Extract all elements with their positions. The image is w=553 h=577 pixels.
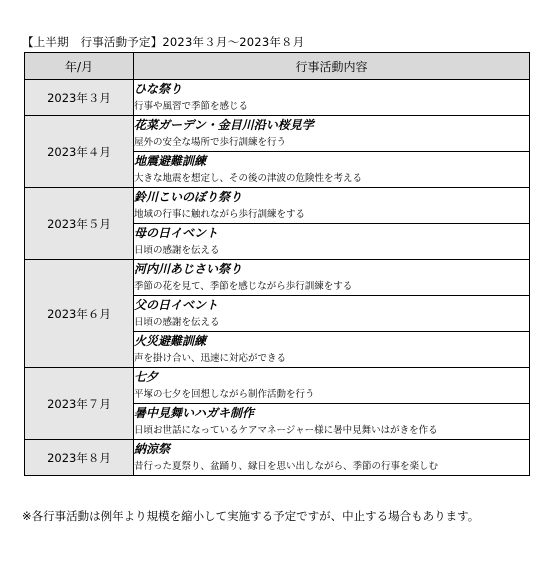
month-cell: 2023年３月 (25, 80, 134, 116)
table-header-row (25, 53, 530, 80)
activity-name: 暑中見舞いハガキ制作 (134, 406, 255, 420)
activity-description: 声を掛け合い、迅速に対応ができる (134, 353, 287, 364)
activity-name: 母の日イベント (134, 226, 219, 240)
activity-description: 地域の行事に触れながら歩行訓練をする (134, 209, 306, 220)
activity-cell (134, 332, 530, 368)
document-title: 【上半期 行事活動予定】2023年３月～2023年８月 (22, 35, 305, 49)
activity-name: 納涼祭 (134, 442, 171, 456)
footnote: ※各行事活動は例年より規模を縮小して実施する予定ですが、中止する場合もあります。 (22, 509, 480, 523)
month-cell: 2023年７月 (25, 368, 134, 440)
table-row (25, 188, 530, 224)
activity-name: ひな祭り (134, 82, 183, 96)
activity-cell (134, 440, 530, 476)
activity-cell (134, 80, 530, 116)
table-row (25, 368, 530, 404)
month-cell: 2023年５月 (25, 188, 134, 260)
activity-cell (134, 152, 530, 188)
activity-description: 季節の花を見て、季節を感じながら歩行訓練をする (134, 281, 353, 292)
activity-cell (134, 260, 530, 296)
table-row (25, 116, 530, 152)
activity-cell (134, 116, 530, 152)
activity-description: 日頃の感謝を伝える (134, 317, 220, 328)
activity-description: 日頃お世話になっているケアマネージャー様に暑中見舞いはがきを作る (134, 425, 438, 436)
month-cell: 2023年６月 (25, 260, 134, 368)
activity-description: 行事や風習で季節を感じる (134, 101, 249, 112)
activity-cell (134, 224, 530, 260)
activity-description: 昔行った夏祭り、盆踊り、縁日を思い出しながら、季節の行事を楽しむ (134, 461, 439, 472)
activity-description: 平塚の七夕を回想しながら制作活動を行う (134, 389, 315, 400)
activity-description: 大きな地震を想定し、その後の津波の危険性を考える (134, 173, 363, 184)
table-row (25, 80, 530, 116)
activity-name: 花菜ガーデン・金目川沿い桜見学 (134, 118, 314, 132)
month-column-header: 年/月 (25, 53, 134, 80)
schedule-table (24, 52, 530, 476)
table-row (25, 440, 530, 476)
activity-cell (134, 296, 530, 332)
month-cell: 2023年４月 (25, 116, 134, 188)
activity-description: 日頃の感謝を伝える (134, 245, 220, 256)
activity-name: 七夕 (134, 370, 159, 384)
activity-cell (134, 368, 530, 404)
month-cell: 2023年８月 (25, 440, 134, 476)
activity-name: 鈴川こいのぼり祭り (134, 190, 243, 204)
activity-name: 地震避難訓練 (134, 154, 207, 168)
table-row (25, 260, 530, 296)
activity-name: 火災避難訓練 (134, 334, 207, 348)
activity-name: 父の日イベント (134, 298, 219, 312)
activity-description: 屋外の安全な場所で歩行訓練を行う (134, 137, 287, 148)
activity-cell (134, 404, 530, 440)
activity-name: 河内川あじさい祭り (134, 262, 243, 276)
activity-cell (134, 188, 530, 224)
activity-column-header: 行事活動内容 (134, 53, 530, 80)
